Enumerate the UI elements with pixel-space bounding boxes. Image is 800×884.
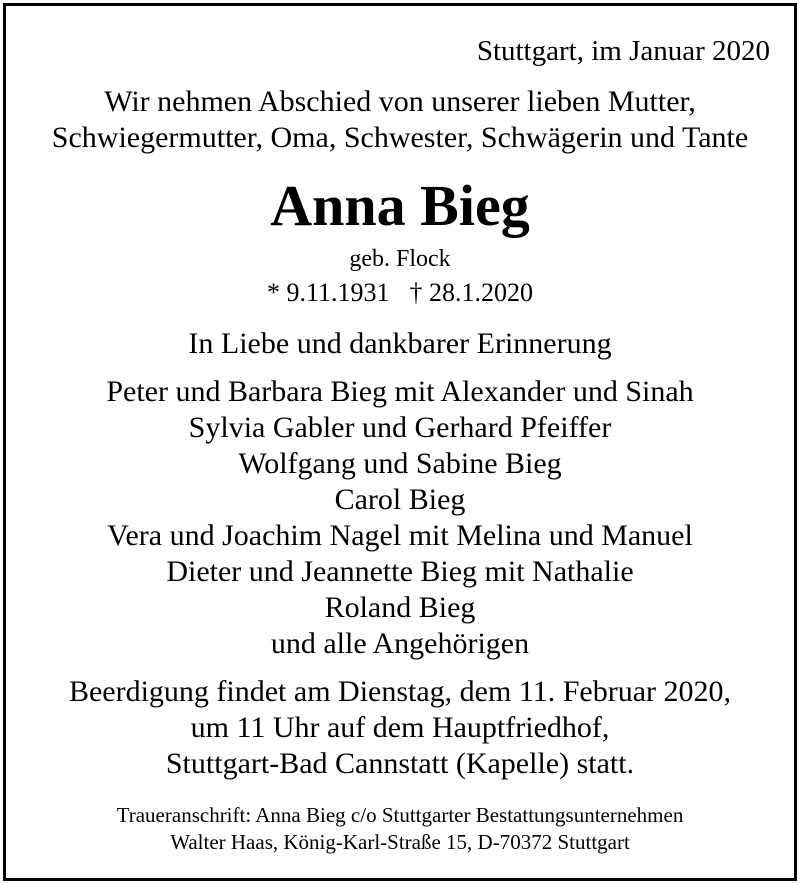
funeral-line-1: Beerdigung findet am Dienstag, dem 11. Februar 2020,	[68, 675, 732, 708]
deceased-name: Anna Bieg	[270, 173, 530, 238]
death-date: † 28.1.2020	[409, 278, 534, 307]
mourner-line: Roland Bieg	[324, 591, 476, 624]
life-dates	[6, 278, 794, 308]
intro-line-2: Schwiegermutter, Oma, Schwester, Schwägerin und Tante	[51, 121, 749, 154]
birth-date: * 9.11.1931	[266, 278, 390, 307]
mourner-line: Vera und Joachim Nagel mit Melina und Manuel	[107, 519, 693, 552]
mourner-line: und alle Angehörigen	[270, 627, 530, 660]
mourner-line: Carol Bieg	[334, 483, 466, 516]
birth-name: geb. Flock	[349, 246, 451, 272]
funeral-line-3: Stuttgart-Bad Cannstatt (Kapelle) statt.	[165, 747, 635, 780]
intro-line-1: Wir nehmen Abschied von unserer lieben Mutter,	[104, 85, 696, 118]
address-line-2: Walter Haas, König-Karl-Straße 15, D-70372 Stuttgart	[170, 830, 630, 854]
obituary-frame	[3, 3, 797, 881]
funeral-line-2: um 11 Uhr auf dem Hauptfriedhof,	[190, 711, 610, 744]
mourner-line: Wolfgang und Sabine Bieg	[238, 447, 562, 480]
mourner-line: Peter und Barbara Bieg mit Alexander und Sinah	[106, 375, 694, 408]
mourner-line: Sylvia Gabler und Gerhard Pfeiffer	[188, 411, 612, 444]
dedication: In Liebe und dankbarer Erinnerung	[188, 327, 612, 360]
mourner-line: Dieter und Jeannette Bieg mit Nathalie	[166, 555, 634, 588]
place-date: Stuttgart, im Januar 2020	[476, 35, 770, 67]
address-line-1: Traueranschrift: Anna Bieg c/o Stuttgarter Bestattungsunternehmen	[116, 803, 684, 827]
